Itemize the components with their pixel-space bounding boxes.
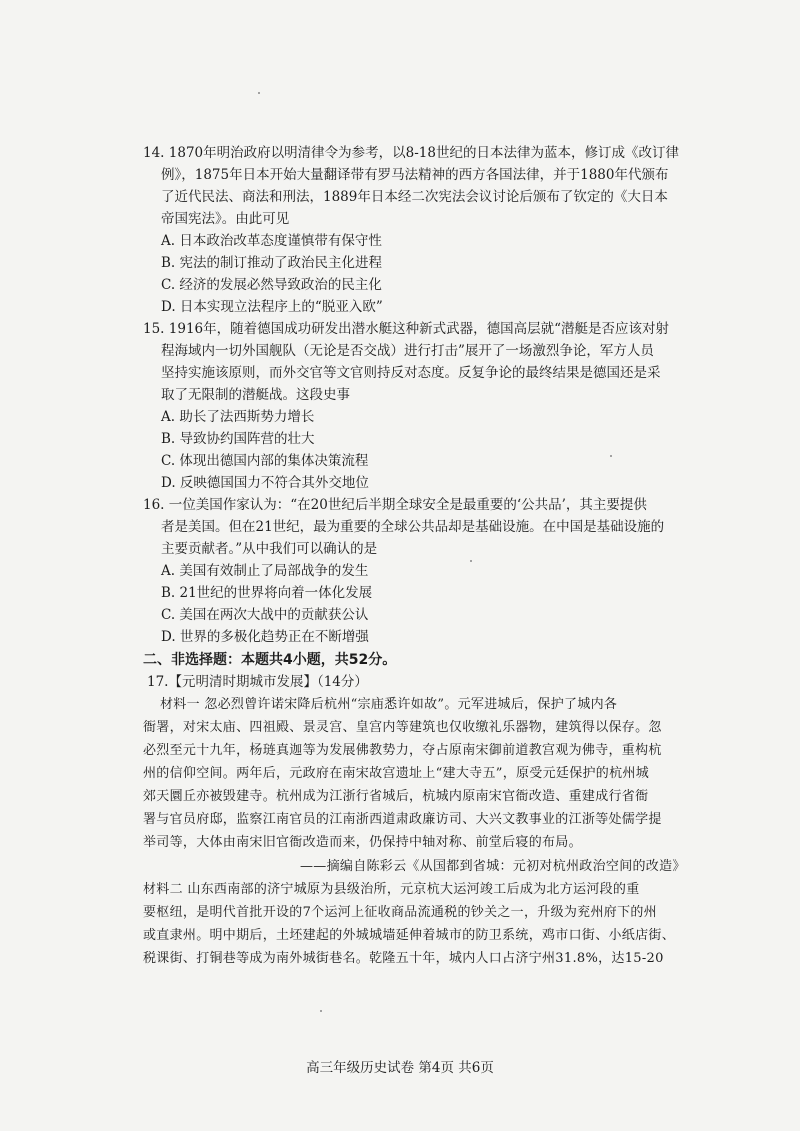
q17-material1-line-5: 郊天圜丘亦被毁建寺。杭州成为江浙行省城后，杭城内原南宋官衙改造、重建成行省衙 [143,789,649,804]
q15-option-b: B. 导致协约国阵营的壮大 [161,431,315,447]
q17-material1-line-3: 必烈至元十九年，杨琏真迦等为发展佛教势力，夺占原南宋御前道教宫观为佛寺，重构杭 [143,743,662,758]
q17-source1: ——摘编自陈彩云《从国都到省城：元初对杭州政治空间的改造》 [300,859,686,874]
q16-option-b: B. 21世纪的世界将向着一体化发展 [161,585,373,601]
q15-line-2: 程海域内一切外国舰队（无论是否交战）进行打击”展开了一场激烈争论，军方人员 [161,343,654,359]
q14-line-4: 帝国宪法》。由此可见 [161,211,290,227]
q15-line-3: 坚持实施该原则，而外交官等文官则持反对态度。反复争论的最终结果是德国还是采 [161,365,661,381]
q16-option-d: D. 世界的多极化趋势正在不断增强 [161,629,369,645]
q17-title: 17.【元明清时期城市发展】（14分） [147,674,368,690]
q16-line-3: 主要贡献者。”从中我们可以确认的是 [161,541,378,557]
q14-line-3: 了近代民法、商法和刑法，1889年日本经二次宪法会议讨论后颁布了钦定的《大日本 [161,189,668,205]
q16-option-c: C. 美国在两次大战中的贡献获公认 [161,607,369,623]
scan-speck [320,1010,322,1012]
q16-option-a: A. 美国有效制止了局部战争的发生 [161,563,369,579]
q17-material2-line-4: 税课街、打铜巷等成为南外城街巷名。乾隆五十年，城内人口占济宁州31.8%，达15-20 [143,951,664,966]
section-heading: 二、非选择题：本题共4小题，共52分。 [143,652,397,668]
q17-material1-line-4: 州的信仰空间。两年后，元政府在南宋故宫遗址上“建大寺五”，原受元廷保护的杭州城 [143,766,649,781]
q14-option-b: B. 宪法的制订推动了政治民主化进程 [161,255,383,271]
scan-speck [610,455,612,457]
q17-material2-line-1: 材料二 山东西南部的济宁城原为县级治所，元京杭大运河竣工后成为北方运河段的重 [143,882,640,897]
q17-material1-line-6: 署与官员府邸，监察江南官员的江南浙西道肃政廉访司、大兴文教事业的江浙等处儒学提 [143,812,662,827]
q17-material1-line-7: 举司等，大体由南宋旧官衙改造而来，仍保持中轴对称、前堂后寝的布局。 [143,835,582,850]
q15-line-1: 15. 1916年，随着德国成功研发出潜水艇这种新式武器，德国高层就“潜艇是否应该对射 [143,321,670,337]
scan-speck [470,560,472,562]
q17-material1-line-2: 衙署，对宋太庙、四祖殿、景灵宫、皇宫内等建筑也仅收缴礼乐器物，建筑得以保存。忽 [143,720,662,735]
q14-line-2: 例》，1875年日本开始大量翻译带有罗马法精神的西方各国法律，并于1880年代颁布 [161,167,669,183]
q17-material1-line-1: 材料一 忽必烈曾许诺宋降后杭州“宗庙悉许如故”。元军进城后，保护了城内各 [160,697,618,712]
q14-option-c: C. 经济的发展必然导致政治的民主化 [161,277,382,293]
q15-line-4: 取了无限制的潜艇战。这段史事 [161,387,350,403]
q15-option-c: C. 体现出德国内部的集体决策流程 [161,453,369,469]
q15-option-a: A. 助长了法西斯势力增长 [161,409,315,425]
q14-line-1: 14. 1870年明治政府以明清律令为参考，以8-18世纪的日本法律为蓝本，修订成《改订律 [143,145,679,161]
q17-material2-line-3: 或直隶州。明中期后，土坯建起的外城城墙延伸着城市的防卫系统，鸡市口街、小纸店街、 [143,928,676,943]
q16-line-1: 16. 一位美国作家认为：“在20世纪后半期全球安全是最重要的‘公共品’，其主要提供 [143,497,647,513]
q15-option-d: D. 反映德国国力不符合其外交地位 [161,475,369,491]
q16-line-2: 者是美国。但在21世纪，最为重要的全球公共品却是基础设施。在中国是基础设施的 [161,519,665,535]
q17-material2-line-2: 要枢纽，是明代首批开设的7个运河上征收商品流通税的钞关之一，升级为兖州府下的州 [143,905,657,920]
page-footer: 高三年级历史试卷 第4页 共6页 [306,1060,494,1076]
q14-option-d: D. 日本实现立法程序上的“脱亚入欧” [161,299,383,315]
scan-speck [258,92,260,94]
q14-option-a: A. 日本政治改革态度谨慎带有保守性 [161,233,382,249]
